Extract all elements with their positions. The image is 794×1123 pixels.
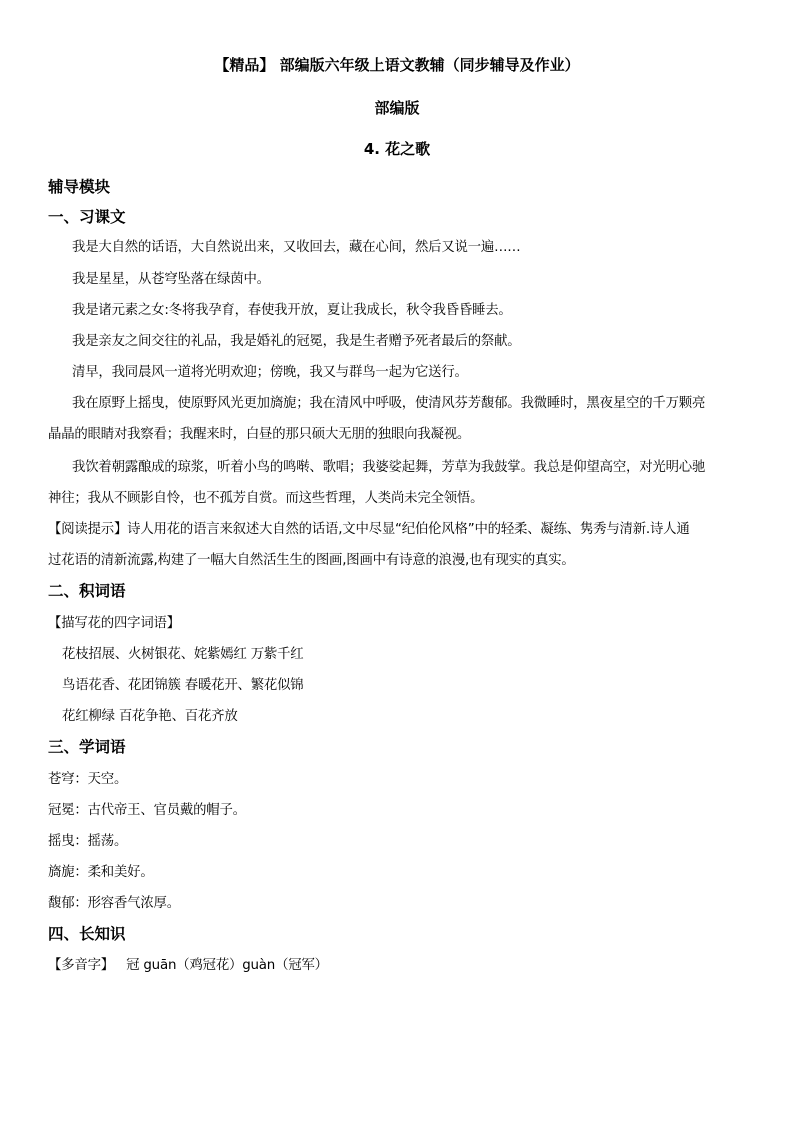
text-paragraph: 清早，我同晨风一道将光明欢迎；傍晚，我又与群鸟一起为它送行。: [72, 365, 468, 380]
section-heading-text: 一、习课文: [48, 208, 126, 226]
reading-tip-text: 诗人用花的语言来叙述大自然的话语,文中尽显“纪伯伦风格”中的轻柔、凝练、隽秀与清新.诗人通: [127, 522, 690, 537]
idiom-row: 鸟语花香、花团锦簇 春暖花开、繁花似锦: [62, 678, 304, 693]
word-definition: 旖旎：柔和美好。: [48, 865, 154, 880]
document-title: 【精品】 部编版六年级上语文教辅（同步辅导及作业）: [214, 56, 580, 74]
lesson-title: 4. 花之歌: [363, 140, 431, 158]
idiom-row: 花红柳绿 百花争艳、百花齐放: [62, 709, 238, 724]
word-definition: 摇曳：摇荡。: [48, 834, 128, 849]
polyphone-entry: [48, 954, 328, 973]
section-heading-vocab: 二、积词语: [48, 582, 126, 600]
reading-tip-label: 【阅读提示】: [48, 522, 128, 537]
text-paragraph: 我饮着朝露酿成的琼浆，听着小鸟的鸣啭、歌唱；我婆娑起舞，芳草为我鼓掌。我总是仰望高空，对光明心驰: [72, 460, 706, 475]
text-paragraph: 我在原野上摇曳，使原野风光更加旖旎；我在清风中呼吸，使清风芬芳馥郁。我微睡时，黑夜星空的千万颗亮: [72, 396, 706, 411]
reading-tip: [48, 518, 690, 537]
text-paragraph-continuation: 神往；我从不顾影自怜，也不孤芳自赏。而这些哲理，人类尚未完全领悟。: [48, 491, 484, 506]
text-paragraph: 我是大自然的话语，大自然说出来，又收回去，藏在心间，然后又说一遍……: [72, 240, 521, 255]
text-paragraph: 我是诸元素之女:冬将我孕育，春使我开放，夏让我成长，秋令我昏昏睡去。: [72, 303, 512, 318]
section-heading-knowledge: 四、长知识: [48, 925, 126, 943]
text-paragraph-continuation: 晶晶的眼睛对我察看；我醒来时，白昼的那只硕大无朋的独眼向我凝视。: [48, 427, 471, 442]
text-paragraph: 我是亲友之间交往的礼品，我是婚礼的冠冕，我是生者赠予死者最后的祭献。: [72, 334, 521, 349]
module-heading: 辅导模块: [48, 178, 111, 196]
word-definition: 冠冕：古代帝王、官员戴的帽子。: [48, 803, 246, 818]
polyphone-content: 冠 guān（鸡冠花）guàn（冠军）: [126, 958, 328, 973]
edition-label: 部编版: [374, 99, 420, 117]
word-definition: 苍穹：天空。: [48, 772, 128, 787]
text-paragraph: 我是星星，从苍穹坠落在绿茵中。: [72, 272, 270, 287]
idiom-subheading: 【描写花的四字词语】: [48, 616, 180, 631]
idiom-row: 花枝招展、火树银花、姹紫嫣红 万紫千红: [62, 647, 304, 662]
polyphone-label: 【多音字】: [48, 958, 114, 973]
reading-tip-continuation: 过花语的清新流露,构建了一幅大自然活生生的图画,图画中有诗意的浪漫,也有现实的真实。: [48, 553, 575, 568]
section-heading-words: 三、学词语: [48, 738, 126, 756]
word-definition: 馥郁：形容香气浓厚。: [48, 896, 180, 911]
